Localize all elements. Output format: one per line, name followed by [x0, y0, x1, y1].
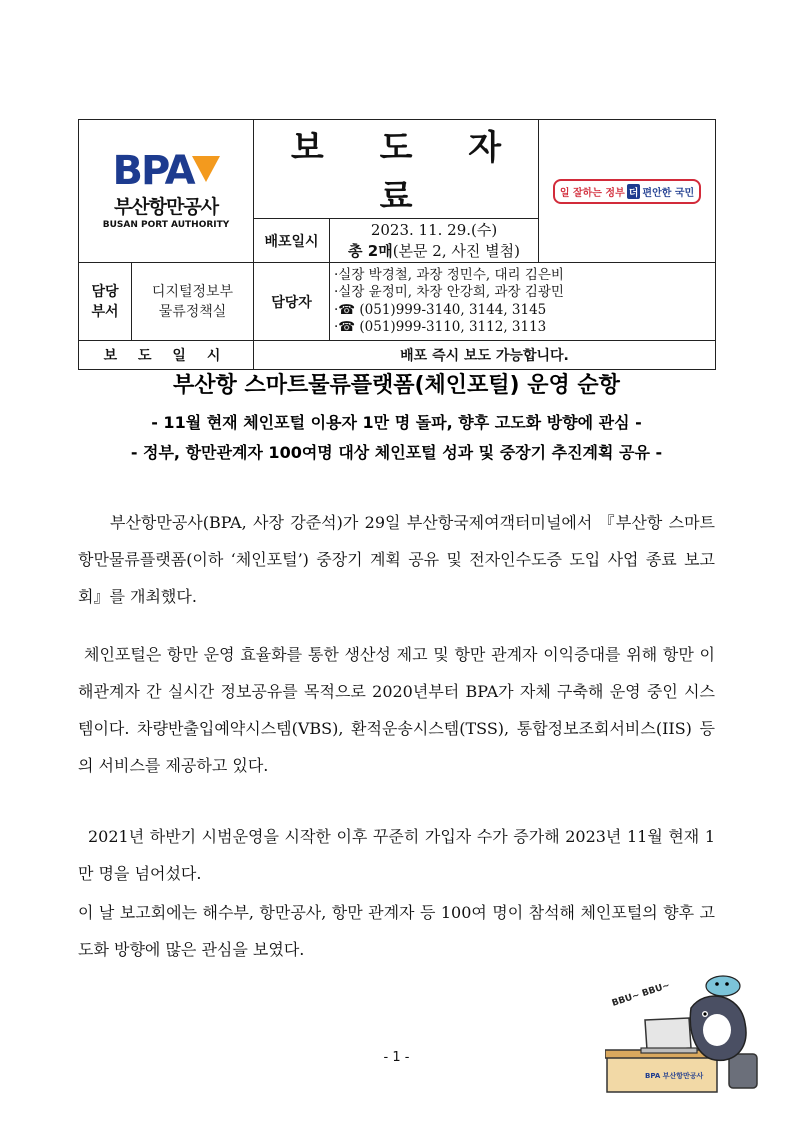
slogan-part3: 편안한 국민 [642, 187, 695, 199]
body-paragraph-2: 체인포털은 항만 운영 효율화를 통한 생산성 제고 및 항만 관계자 이익증대를 위해 항만 이해관계자 간 실시간 정보공유를 목적으로 2020년부터 BPA가 자체 구축해 운영 중인 시스템이다. 차량반출입예약시스템(VBS), 환적운송시스템(TSS), 통합정보조회서비스(IIS) 등의 서비스를 제공하고 있다. [78, 645, 715, 775]
distribution-info [330, 219, 539, 263]
main-headline: 부산항 스마트물류플랫폼(체인포털) 운영 순항 [173, 373, 620, 398]
small-creature-shape [706, 976, 740, 996]
sub-headline-1: - 11월 현재 체인포털 이용자 1만 명 돌파, 향후 고도화 방향에 관심 - [151, 413, 642, 432]
contact-line: ·실장 윤정미, 차장 안강희, 과장 김광민 [334, 284, 564, 300]
contact-label: 담당자 [254, 263, 330, 341]
desk-sign-text: BPA 부산항만공사 [645, 1072, 704, 1080]
page-count-note: (본문 2, 사진 별첨) [392, 241, 520, 260]
slogan-cell [539, 120, 716, 263]
body-paragraph-4: 이 날 보고회에는 해수부, 항만공사, 항만 관계자 등 100여 명이 참석해 체인포털의 향후 고도화 방향에 많은 관심을 보였다. [78, 903, 715, 959]
body-paragraph-3: 2021년 하반기 시범운영을 시작한 이후 꾸준히 가입자 수가 증가해 2023년 11월 현재 1만 명을 넘어섰다. [78, 827, 715, 883]
department-label: 담당 부서 [79, 263, 132, 341]
contact-phone-line: ·☎ (051)999-3140, 3144, 3145 [334, 301, 547, 318]
bpa-logo-mark: BPA [112, 148, 194, 194]
logo-cell [79, 120, 254, 263]
page-number: - 1 - [383, 1050, 410, 1065]
distribution-label: 배포일시 [254, 219, 330, 263]
bpa-triangle-icon [192, 156, 220, 182]
press-release-title: 보 도 자 료 [254, 120, 539, 219]
sub-headline-2: - 정부, 항만관계자 100여명 대상 체인포털 성과 및 중장기 추진계획 공유 - [130, 443, 663, 462]
logo-name-en: BUSAN PORT AUTHORITY [102, 220, 230, 230]
contact-list [330, 263, 716, 341]
dolphin-belly-shape [703, 1014, 731, 1046]
mascot-illustration [605, 968, 765, 1096]
department-value: 디지털정보부 물류정책실 [132, 263, 254, 341]
release-time-label: 보 도 일 시 [79, 341, 254, 370]
bpa-logo [79, 148, 253, 230]
contact-line: ·실장 박경철, 과장 정민수, 대리 김은비 [334, 266, 564, 283]
government-slogan-badge [553, 179, 701, 204]
slogan-part1: 일 잘하는 정부 [559, 187, 625, 199]
slogan-part2: 더 [627, 184, 641, 199]
contact-phone-line: ·☎ (051)999-3110, 3112, 3113 [334, 319, 547, 335]
mascot-speech-text: BBU~ BBU~ [610, 980, 672, 1009]
page-count: 총 2매 [348, 241, 393, 260]
press-header-table [78, 119, 716, 370]
logo-name-kr: 부산항만공사 [113, 196, 219, 218]
release-time-value: 배포 즉시 보도 가능합니다. [254, 341, 716, 370]
distribution-date: 2023. 11. 29.(수) [370, 220, 498, 239]
laptop-screen-shape [645, 1018, 691, 1050]
body-paragraph-1: 부산항만공사(BPA, 사장 강준석)가 29일 부산항국제여객터미널에서 『부산항 스마트항만물류플랫폼(이하 ‘체인포털’) 중장기 계획 공유 및 전자인수도증 도입 사업 종료 보고회』를 개최했다. [78, 513, 715, 606]
